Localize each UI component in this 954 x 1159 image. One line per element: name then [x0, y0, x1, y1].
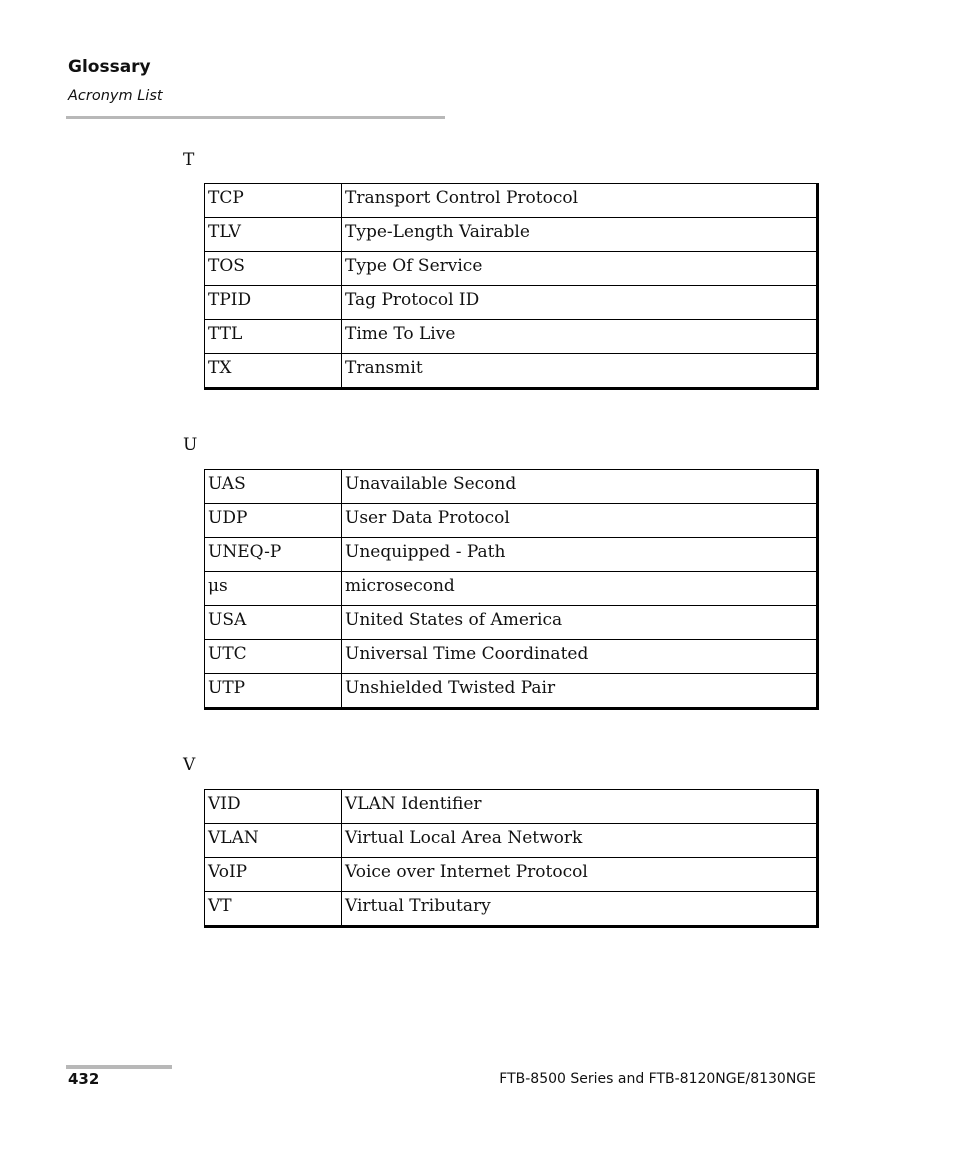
footer-rule — [66, 1065, 172, 1069]
acronym-cell: TLV — [205, 218, 342, 252]
table-row — [205, 218, 818, 252]
footer-product-name: FTB-8500 Series and FTB-8120NGE/8130NGE — [499, 1071, 816, 1087]
table-row — [205, 572, 818, 606]
acronym-cell: VoIP — [205, 858, 342, 892]
definition-cell: VLAN Identifier — [342, 790, 818, 824]
acronym-cell: TCP — [205, 184, 342, 218]
acronym-cell: USA — [205, 606, 342, 640]
definition-cell: Tag Protocol ID — [342, 286, 818, 320]
header-subtitle: Acronym List — [68, 88, 163, 104]
acronym-cell: UTC — [205, 640, 342, 674]
definition-cell: Transmit — [342, 354, 818, 389]
definition-cell: Unavailable Second — [342, 470, 818, 504]
definition-cell: Type Of Service — [342, 252, 818, 286]
definition-cell: Transport Control Protocol — [342, 184, 818, 218]
acronym-cell: UAS — [205, 470, 342, 504]
acronym-cell: UNEQ-P — [205, 538, 342, 572]
acronym-cell: UTP — [205, 674, 342, 709]
definition-cell: Universal Time Coordinated — [342, 640, 818, 674]
acronym-cell: TPID — [205, 286, 342, 320]
table-row — [205, 354, 818, 389]
definition-cell: Unshielded Twisted Pair — [342, 674, 818, 709]
table-row — [205, 470, 818, 504]
table-row — [205, 858, 818, 892]
definition-cell: Virtual Local Area Network — [342, 824, 818, 858]
table-row — [205, 286, 818, 320]
table-row — [205, 606, 818, 640]
acronym-cell: VT — [205, 892, 342, 927]
table-row — [205, 538, 818, 572]
header-title: Glossary — [68, 57, 151, 77]
acronym-cell: TTL — [205, 320, 342, 354]
acronym-cell: VLAN — [205, 824, 342, 858]
definition-cell: Type-Length Vairable — [342, 218, 818, 252]
definition-cell: Time To Live — [342, 320, 818, 354]
table-row — [205, 184, 818, 218]
acronym-table-t — [204, 183, 819, 390]
definition-cell: Virtual Tributary — [342, 892, 818, 927]
acronym-table-u — [204, 469, 819, 710]
definition-cell: United States of America — [342, 606, 818, 640]
table-row — [205, 790, 818, 824]
table-row — [205, 320, 818, 354]
definition-cell: Unequipped - Path — [342, 538, 818, 572]
definition-cell: Voice over Internet Protocol — [342, 858, 818, 892]
acronym-table-v — [204, 789, 819, 928]
section-letter-t: T — [183, 150, 195, 170]
definition-cell: User Data Protocol — [342, 504, 818, 538]
page-number: 432 — [68, 1070, 100, 1088]
section-letter-u: U — [183, 435, 198, 455]
table-row — [205, 674, 818, 709]
acronym-cell: UDP — [205, 504, 342, 538]
section-letter-v: V — [183, 755, 196, 775]
header-rule — [66, 116, 445, 119]
acronym-cell: TX — [205, 354, 342, 389]
acronym-cell: TOS — [205, 252, 342, 286]
table-row — [205, 504, 818, 538]
table-row — [205, 252, 818, 286]
table-row — [205, 640, 818, 674]
table-row — [205, 892, 818, 927]
acronym-cell: VID — [205, 790, 342, 824]
table-row — [205, 824, 818, 858]
definition-cell: microsecond — [342, 572, 818, 606]
acronym-cell: μs — [205, 572, 342, 606]
